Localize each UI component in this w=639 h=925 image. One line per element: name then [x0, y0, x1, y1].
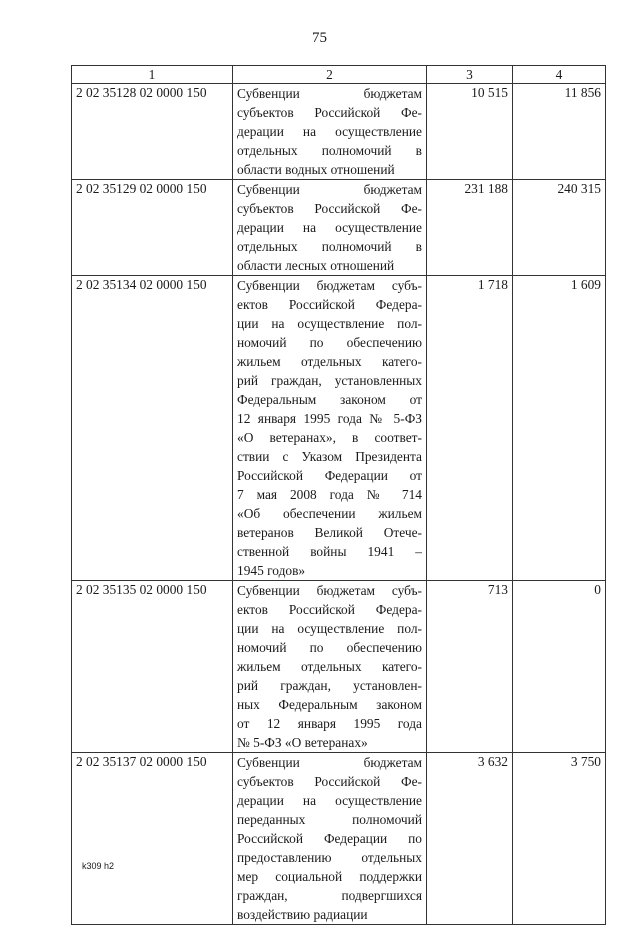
- description-line: рий граждан, установленных: [237, 373, 422, 388]
- description-line: ствии с Указом Президента: [237, 449, 422, 464]
- page-number: 75: [312, 30, 327, 46]
- amount-col-4: 0: [513, 581, 606, 753]
- description-line: номочий по обеспечению: [237, 335, 422, 350]
- description-line: отдельных полномочий в: [237, 143, 422, 158]
- description-line: Субвенции бюджетам: [237, 86, 422, 101]
- description-line: ных Федеральным законом: [237, 697, 422, 712]
- amount-col-3: 10 515: [427, 84, 513, 180]
- description-line: воздействию радиации: [237, 907, 368, 922]
- description-line: отдельных полномочий в: [237, 239, 422, 254]
- description-line: Субвенции бюджетам субъ-: [237, 583, 422, 598]
- description-line: Субвенции бюджетам субъ-: [237, 278, 422, 293]
- header-col-3: 3: [427, 66, 513, 84]
- description-line: Субвенции бюджетам: [237, 755, 422, 770]
- income-description: [233, 753, 427, 925]
- budget-code: 2 02 35134 02 0000 150: [72, 276, 233, 581]
- description-line: субъектов Российской Фе-: [237, 201, 422, 216]
- budget-code: 2 02 35137 02 0000 150: [72, 753, 233, 925]
- description-line: 12 января 1995 года № 5-ФЗ: [237, 411, 422, 426]
- description-line: ции на осуществление пол-: [237, 316, 422, 331]
- description-line: дерации на осуществление: [237, 220, 422, 235]
- description-line: ектов Российской Федера-: [237, 297, 422, 312]
- table-row: [72, 276, 606, 581]
- footer-code: k309 h2: [82, 861, 115, 871]
- description-line: субъектов Российской Фе-: [237, 105, 422, 120]
- description-line: области водных отношений: [237, 162, 395, 177]
- description-line: переданных полномочий: [237, 812, 422, 827]
- table-row: [72, 753, 606, 925]
- description-line: дерации на осуществление: [237, 124, 422, 139]
- description-line: области лесных отношений: [237, 258, 395, 273]
- income-description: [233, 581, 427, 753]
- header-col-2: 2: [233, 66, 427, 84]
- description-line: жильем отдельных катего-: [237, 354, 422, 369]
- budget-code: 2 02 35135 02 0000 150: [72, 581, 233, 753]
- description-line: ции на осуществление пол-: [237, 621, 422, 636]
- description-line: 7 мая 2008 года № 714: [237, 487, 422, 502]
- header-col-1: 1: [72, 66, 233, 84]
- description-line: «Об обеспечении жильем: [237, 506, 422, 521]
- description-line: «О ветеранах», в соответ-: [237, 430, 422, 445]
- amount-col-4: 3 750: [513, 753, 606, 925]
- description-line: рий граждан, установлен-: [237, 678, 422, 693]
- description-line: Федеральным законом от: [237, 392, 422, 407]
- description-line: ветеранов Великой Отече-: [237, 525, 422, 540]
- description-line: № 5-ФЗ «О ветеранах»: [237, 735, 368, 750]
- description-line: ственной войны 1941 –: [237, 544, 422, 559]
- amount-col-4: 240 315: [513, 180, 606, 276]
- description-line: Российской Федерации от: [237, 468, 422, 483]
- description-line: 1945 годов»: [237, 563, 306, 578]
- header-col-4: 4: [513, 66, 606, 84]
- income-description: [233, 180, 427, 276]
- description-line: дерации на осуществление: [237, 793, 422, 808]
- income-description: [233, 276, 427, 581]
- description-line: граждан, подвергшихся: [237, 888, 422, 903]
- description-line: мер социальной поддержки: [237, 869, 422, 884]
- amount-col-3: 3 632: [427, 753, 513, 925]
- amount-col-3: 1 718: [427, 276, 513, 581]
- budget-code: 2 02 35128 02 0000 150: [72, 84, 233, 180]
- budget-code: 2 02 35129 02 0000 150: [72, 180, 233, 276]
- table-row: [72, 581, 606, 753]
- budget-table: [71, 65, 606, 925]
- description-line: субъектов Российской Фе-: [237, 774, 422, 789]
- table-row: [72, 180, 606, 276]
- description-line: жильем отдельных катего-: [237, 659, 422, 674]
- amount-col-3: 713: [427, 581, 513, 753]
- description-line: предоставлению отдельных: [237, 850, 422, 865]
- description-line: от 12 января 1995 года: [237, 716, 422, 731]
- amount-col-3: 231 188: [427, 180, 513, 276]
- amount-col-4: 1 609: [513, 276, 606, 581]
- table-row: [72, 84, 606, 180]
- description-line: номочий по обеспечению: [237, 640, 422, 655]
- amount-col-4: 11 856: [513, 84, 606, 180]
- header-row: [72, 66, 606, 84]
- description-line: Субвенции бюджетам: [237, 182, 422, 197]
- description-line: Российской Федерации по: [237, 831, 422, 846]
- description-line: ектов Российской Федера-: [237, 602, 422, 617]
- income-description: [233, 84, 427, 180]
